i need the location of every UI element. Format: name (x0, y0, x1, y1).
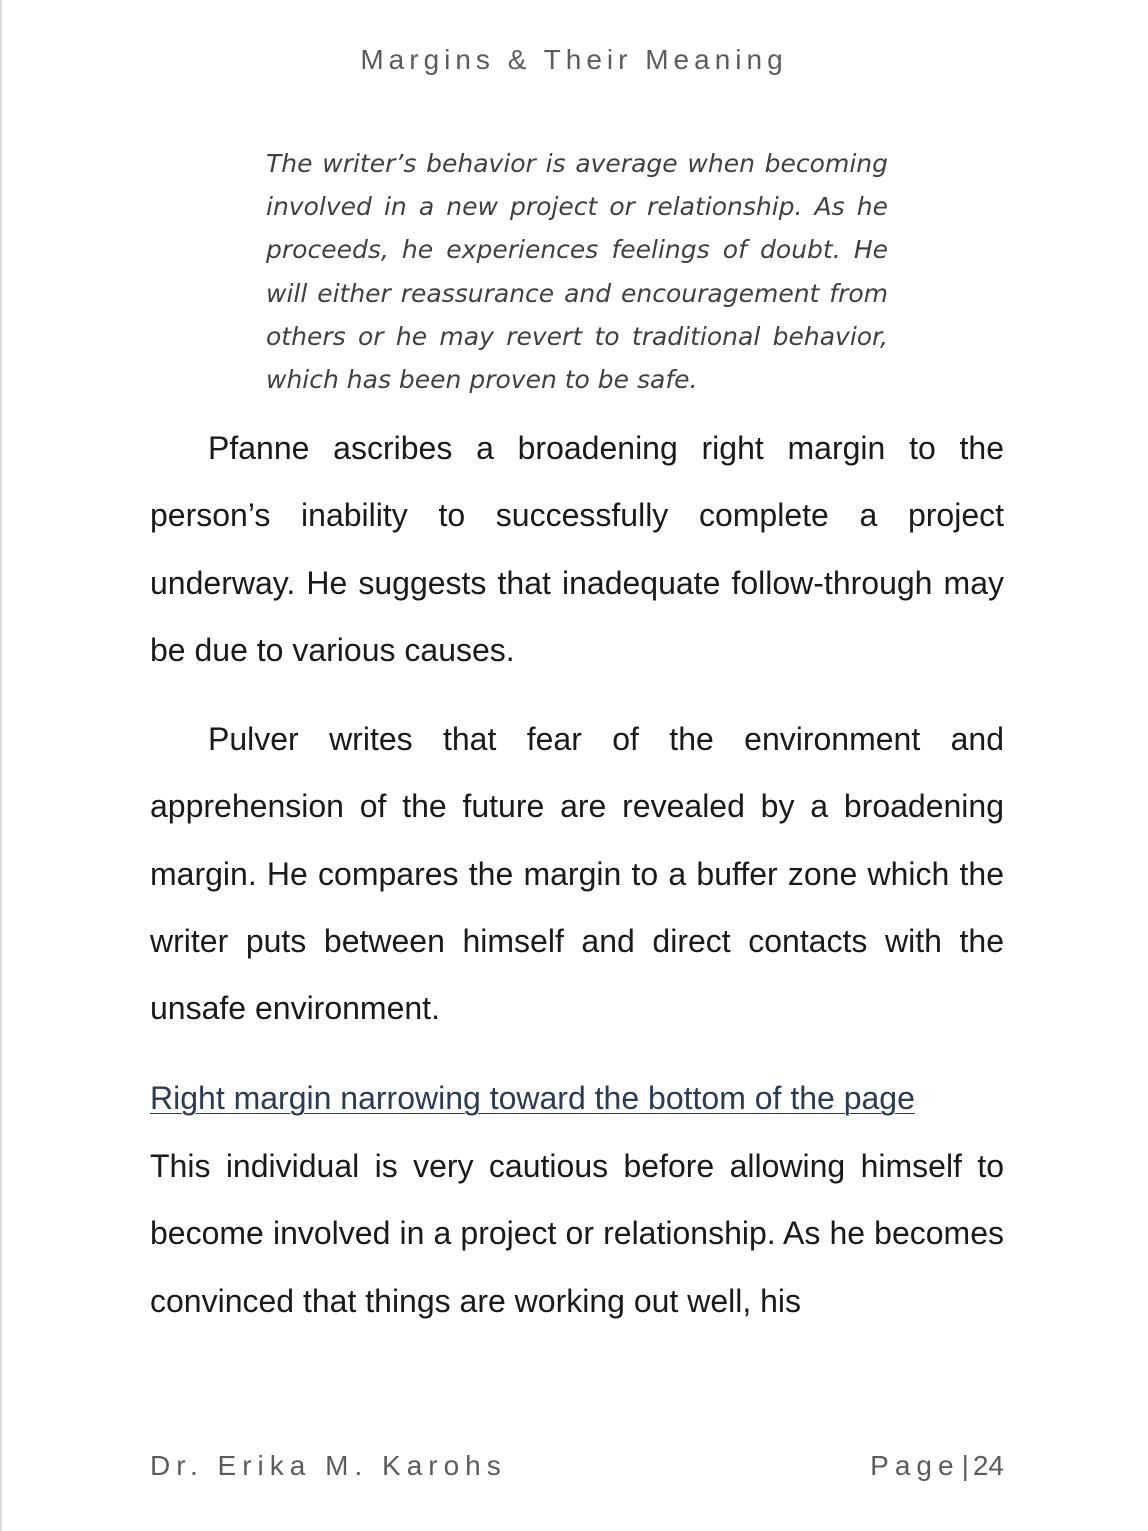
footer-author: Dr. Erika M. Karohs (150, 1450, 507, 1481)
page-number: 24 (972, 1450, 1004, 1481)
running-header: Margins & Their Meaning (360, 44, 788, 75)
footer-page-info (870, 1450, 1004, 1482)
page-separator: | (961, 1450, 969, 1481)
page-label: Page (870, 1450, 960, 1481)
body-paragraph-pulver: Pulver writes that fear of the environment and apprehension of the future are revealed by a broadening margin. He compares the margin to a buffer zone which the writer puts between himself and direct contacts with the unsafe environment. (150, 721, 1004, 1027)
body-paragraph-pfanne: Pfanne ascribes a broadening right margin to the person’s inability to successfully complete a project underway. He suggests that inadequate follow-through may be due to various causes. (150, 430, 1004, 668)
section-heading-link[interactable]: Right margin narrowing toward the bottom of the page (150, 1080, 915, 1116)
body-paragraph-cautious: This individual is very cautious before allowing himself to become involved in a project or relationship. As he becomes convinced that things are working out well, his (150, 1148, 1004, 1319)
page-edge-divider (0, 0, 2, 1531)
block-quote: The writer’s behavior is average when becoming involved in a new project or relationship. As he proceeds, he experiences feelings of doubt. He will either reassurance and encouragement from others or he may revert to traditional behavior, which has been proven to be safe. (266, 149, 888, 395)
